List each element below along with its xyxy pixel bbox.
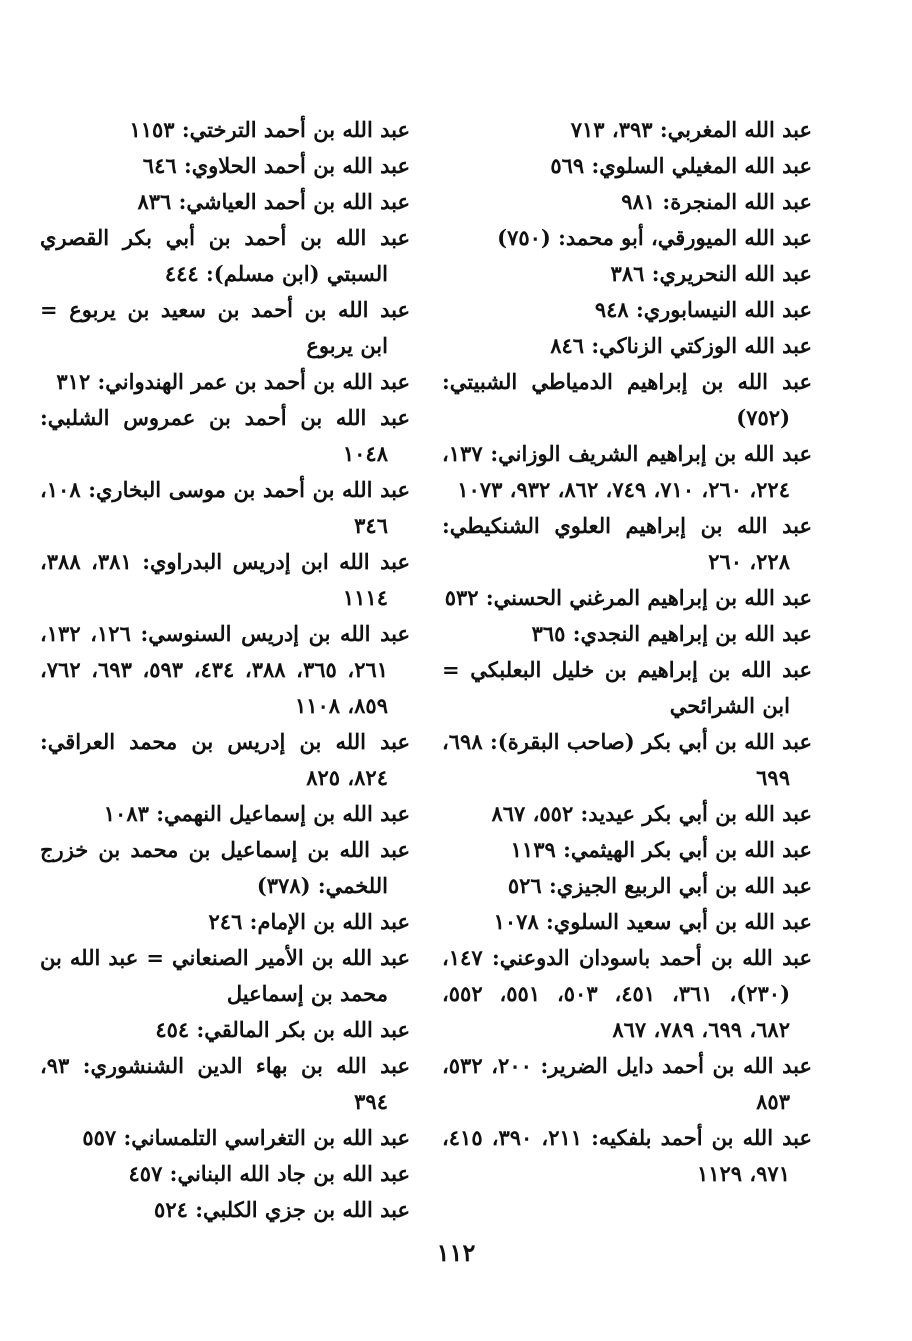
index-entry: عبد الله بن إبراهيم بن خليل البعلبكي = ابن الشرائحي xyxy=(442,657,812,718)
index-entry: عبد الله بن بكر المالقي: ٤٥٤ xyxy=(155,1017,410,1042)
index-entry: عبد الله بن أبي سعيد السلوي: ١٠٧٨ xyxy=(493,909,812,934)
index-entry: عبد الله النيسابوري: ٩٤٨ xyxy=(594,297,812,322)
index-entry: عبد الله بن إسماعيل بن محمد بن خزرج اللخمي: (٣٧٨) xyxy=(40,837,410,898)
index-entry: عبد الله بن إسماعيل النهمي: ١٠٨٣ xyxy=(103,801,410,826)
index-entry: عبد الله الميورقي، أبو محمد: (٧٥٠) xyxy=(497,225,812,250)
index-entry: عبد الله بن إبراهيم العلوي الشنكيطي: ٢٢٨، ٢٦٠ xyxy=(442,513,812,574)
index-entry: عبد الله بن أحمد بن عمر الهندواني: ٣١٢ xyxy=(56,369,410,394)
index-entry: عبد الله بن أبي الربيع الجيزي: ٥٢٦ xyxy=(507,873,812,898)
index-entry: عبد الله بن أبي بكر الهيثمي: ١١٣٩ xyxy=(510,837,812,862)
index-entry: عبد الله بن الأمير الصنعاني = عبد الله بن محمد بن إسماعيل xyxy=(40,945,410,1006)
index-entry: عبد الله بن أبي بكر عيديد: ٥٥٢، ٨٦٧ xyxy=(491,801,812,826)
index-entry: عبد الله بن أحمد بن أبي بكر القصري السبتي (ابن مسلم): ٤٤٤ xyxy=(40,225,410,286)
index-entry: عبد الله بن أحمد بن عمروس الشلبي: ١٠٤٨ xyxy=(40,405,410,466)
index-entry: عبد الله بن إدريس السنوسي: ١٢٦، ١٣٢، ٢٦١، ٣٦٥، ٣٨٨، ٤٣٤، ٥٩٣، ٦٩٣، ٧٦٢، ٨٥٩، ١١٠٨ xyxy=(40,621,410,718)
index-entry: عبد الله بن إبراهيم النجدي: ٣٦٥ xyxy=(531,621,812,646)
index-entry: عبد الله بن أحمد الحلاوي: ٦٤٦ xyxy=(142,153,410,178)
right-column xyxy=(442,112,812,1228)
index-entry: عبد الله بن أحمد بلفكيه: ٢١١، ٣٩٠، ٤١٥، ٩٧١، ١١٢٩ xyxy=(442,1125,812,1186)
index-entry: عبد الله بن جزي الكلبي: ٥٢٤ xyxy=(154,1197,410,1222)
index-entry: عبد الله بن إبراهيم الشريف الوزاني: ١٣٧، ٢٢٤، ٢٦٠، ٧١٠، ٧٤٩، ٨٦٢، ٩٣٢، ١٠٧٣ xyxy=(442,441,812,502)
index-entry: عبد الله بن أحمد العياشي: ٨٣٦ xyxy=(137,189,410,214)
index-columns xyxy=(40,112,812,1228)
page-number: ١١٢ xyxy=(436,1238,476,1267)
index-entry: عبد الله ابن إدريس البدراوي: ٣٨١، ٣٨٨، ١١١٤ xyxy=(40,549,410,610)
index-entry: عبد الله بن بهاء الدين الشنشوري: ٩٣، ٣٩٤ xyxy=(40,1053,410,1114)
index-entry: عبد الله المغربي: ٣٩٣، ٧١٣ xyxy=(570,117,812,142)
index-entry: عبد الله بن أحمد بن سعيد بن يربوع = ابن يربوع xyxy=(40,297,410,358)
index-entry: عبد الله بن أبي بكر (صاحب البقرة): ٦٩٨، ٦٩٩ xyxy=(442,729,812,790)
index-entry: عبد الله بن التغراسي التلمساني: ٥٥٧ xyxy=(82,1125,410,1150)
index-entry: عبد الله بن إبراهيم الدمياطي الشبيتي: (٧٥٢) xyxy=(442,369,812,430)
index-entry: عبد الله المغيلي السلوي: ٥٦٩ xyxy=(550,153,812,178)
index-entry: عبد الله المنجرة: ٩٨١ xyxy=(621,189,812,214)
index-entry: عبد الله بن إدريس بن محمد العراقي: ٨٢٤، ٨٢٥ xyxy=(40,729,410,790)
index-entry: عبد الله بن أحمد دايل الضرير: ٢٠٠، ٥٣٢، ٨٥٣ xyxy=(442,1053,812,1114)
left-column xyxy=(40,112,410,1228)
index-entry: عبد الله الوزكتي الزناكي: ٨٤٦ xyxy=(550,333,812,358)
index-entry: عبد الله بن أحمد الترختي: ١١٥٣ xyxy=(129,117,410,142)
index-entry: عبد الله بن جاد الله البناني: ٤٥٧ xyxy=(128,1161,410,1186)
index-entry: عبد الله النحريري: ٣٨٦ xyxy=(610,261,812,286)
index-entry: عبد الله بن الإمام: ٢٤٦ xyxy=(208,909,410,934)
index-entry: عبد الله بن أحمد بن موسى البخاري: ١٠٨، ٣٤٦ xyxy=(40,477,410,538)
index-entry: عبد الله بن إبراهيم المرغني الحسني: ٥٣٢ xyxy=(444,585,812,610)
index-entry: عبد الله بن أحمد باسودان الدوعني: ١٤٧، (٢٣٠)، ٣٦١، ٤٥١، ٥٠٣، ٥٥١، ٥٥٢، ٦٨٢، ٦٩٩، ٧٨٩، ٨٦٧ xyxy=(442,945,812,1042)
